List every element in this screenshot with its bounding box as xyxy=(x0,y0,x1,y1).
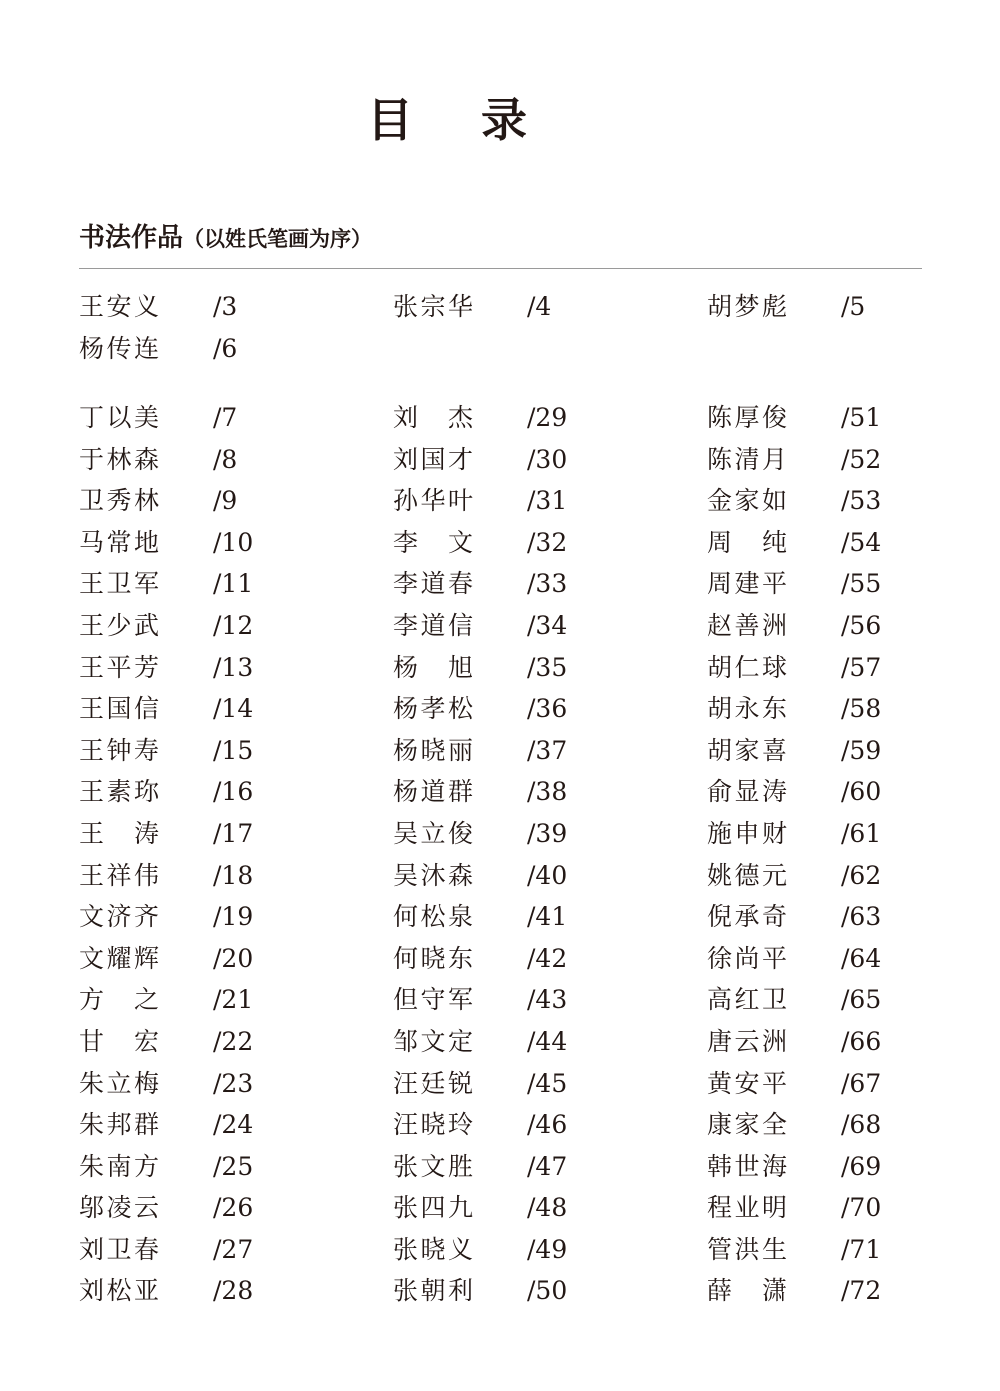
page-number: /15 xyxy=(213,735,254,765)
page-number: /13 xyxy=(213,652,254,682)
page-number: /37 xyxy=(527,735,568,765)
page-number: /64 xyxy=(841,943,882,973)
toc-entry[interactable] xyxy=(393,397,568,439)
page-number: /42 xyxy=(527,943,568,973)
toc-entry[interactable] xyxy=(79,813,254,855)
toc-entry[interactable] xyxy=(393,855,568,897)
author-name: 周 纯 xyxy=(707,527,787,557)
page-number: /29 xyxy=(527,403,568,432)
page-number: /39 xyxy=(527,818,568,848)
author-name: 杨传连 xyxy=(79,333,159,363)
page-number: /23 xyxy=(213,1068,254,1098)
page-number: /66 xyxy=(841,1026,882,1056)
toc-entry[interactable] xyxy=(707,439,882,481)
toc-entry[interactable] xyxy=(707,286,866,328)
toc-entry[interactable] xyxy=(707,730,882,772)
author-name: 李道信 xyxy=(393,610,473,640)
author-name: 倪承奇 xyxy=(707,902,787,932)
author-name: 孙华叶 xyxy=(393,486,473,516)
section-divider xyxy=(79,268,922,269)
toc-row xyxy=(79,896,979,938)
author-name: 邬凌云 xyxy=(79,1193,159,1223)
page-number: /8 xyxy=(213,444,238,474)
page-number: /41 xyxy=(527,902,568,932)
page-number: /38 xyxy=(527,777,568,807)
toc-row xyxy=(79,813,979,855)
page-number: /57 xyxy=(841,652,882,682)
toc-entry[interactable] xyxy=(79,1270,254,1312)
toc-entry[interactable] xyxy=(707,771,882,813)
page-number: /54 xyxy=(841,527,882,557)
page-number: /48 xyxy=(527,1193,568,1223)
toc-entry[interactable] xyxy=(393,1187,568,1229)
page-number: /51 xyxy=(841,403,882,432)
author-name: 吴沐森 xyxy=(393,860,473,890)
toc-entry[interactable] xyxy=(79,938,254,980)
author-name: 何松泉 xyxy=(393,902,473,932)
page-number: /20 xyxy=(213,943,254,973)
toc-entry[interactable] xyxy=(707,1229,882,1271)
toc-entry[interactable] xyxy=(393,688,568,730)
author-name: 胡永东 xyxy=(707,694,787,724)
author-name: 张四九 xyxy=(393,1193,473,1223)
page-number: /33 xyxy=(527,569,568,599)
page-number: /55 xyxy=(841,569,882,599)
author-name: 杨晓丽 xyxy=(393,735,473,765)
page-number: /69 xyxy=(841,1151,882,1181)
toc-entry[interactable] xyxy=(393,563,568,605)
author-name: 汪晓玲 xyxy=(393,1110,473,1140)
toc-entry[interactable] xyxy=(79,647,254,689)
author-name: 丁以美 xyxy=(79,403,159,432)
page-number: /9 xyxy=(213,486,238,516)
author-name: 刘卫春 xyxy=(79,1234,159,1264)
toc-entry[interactable] xyxy=(707,688,882,730)
author-name: 唐云洲 xyxy=(707,1026,787,1056)
author-name: 李道春 xyxy=(393,569,473,599)
page-number: /34 xyxy=(527,610,568,640)
author-name: 金家如 xyxy=(707,486,787,516)
toc-entry[interactable] xyxy=(393,979,568,1021)
toc-row xyxy=(79,1229,979,1271)
toc-entry[interactable] xyxy=(707,938,882,980)
author-name: 吴立俊 xyxy=(393,818,473,848)
page-number: /72 xyxy=(841,1276,882,1306)
author-name: 俞显涛 xyxy=(707,777,787,807)
page-number: /70 xyxy=(841,1193,882,1223)
author-name: 陈清月 xyxy=(707,444,787,474)
author-name: 王安义 xyxy=(79,292,159,321)
toc-entry[interactable] xyxy=(707,979,882,1021)
page-number: /11 xyxy=(213,569,254,599)
author-name: 王钟寿 xyxy=(79,735,159,765)
toc-row xyxy=(79,771,979,813)
toc-entry[interactable] xyxy=(707,563,882,605)
page-number: /43 xyxy=(527,985,568,1015)
toc-entry[interactable] xyxy=(79,1187,254,1229)
toc-entry[interactable] xyxy=(393,896,568,938)
page-number: /56 xyxy=(841,610,882,640)
author-name: 张朝利 xyxy=(393,1276,473,1306)
author-name: 王祥伟 xyxy=(79,860,159,890)
toc-row xyxy=(79,647,979,689)
author-name: 赵善洲 xyxy=(707,610,787,640)
author-name: 王平芳 xyxy=(79,652,159,682)
author-name: 徐尚平 xyxy=(707,943,787,973)
toc-entry[interactable] xyxy=(393,522,568,564)
toc-row xyxy=(79,522,979,564)
author-name: 马常地 xyxy=(79,527,159,557)
author-name: 黄安平 xyxy=(707,1068,787,1098)
toc-entry[interactable] xyxy=(79,855,254,897)
page-number: /46 xyxy=(527,1110,568,1140)
toc-entry[interactable] xyxy=(393,480,568,522)
toc-entry[interactable] xyxy=(707,813,882,855)
page-number: /26 xyxy=(213,1193,254,1223)
toc-row xyxy=(79,286,979,328)
toc-entry[interactable] xyxy=(707,1063,882,1105)
toc-group-main xyxy=(79,397,979,1312)
author-name: 韩世海 xyxy=(707,1151,787,1181)
author-name: 但守军 xyxy=(393,985,473,1015)
toc-entry[interactable] xyxy=(393,771,568,813)
toc-row xyxy=(79,688,979,730)
toc-row xyxy=(79,1270,979,1312)
page-number: /7 xyxy=(213,403,238,432)
author-name: 刘 杰 xyxy=(393,403,473,432)
toc-row xyxy=(79,855,979,897)
author-name: 邹文定 xyxy=(393,1026,473,1056)
author-name: 薛 潇 xyxy=(707,1276,787,1306)
toc-entry[interactable] xyxy=(393,1063,568,1105)
author-name: 方 之 xyxy=(79,985,159,1015)
toc-entry[interactable] xyxy=(393,647,568,689)
toc-entry[interactable] xyxy=(79,439,238,481)
author-name: 文耀辉 xyxy=(79,943,159,973)
toc-row xyxy=(79,938,979,980)
author-name: 卫秀林 xyxy=(79,486,159,516)
section-heading xyxy=(79,218,372,261)
author-name: 张晓义 xyxy=(393,1234,473,1264)
toc-entry[interactable] xyxy=(79,480,238,522)
toc-entry[interactable] xyxy=(79,328,238,370)
toc-row xyxy=(79,1146,979,1188)
toc-row xyxy=(79,605,979,647)
toc-row xyxy=(79,730,979,772)
page-number: /49 xyxy=(527,1234,568,1264)
author-name: 于林森 xyxy=(79,444,159,474)
author-name: 汪廷锐 xyxy=(393,1068,473,1098)
author-name: 李 文 xyxy=(393,527,473,557)
author-name: 王国信 xyxy=(79,694,159,724)
page-number: /17 xyxy=(213,818,254,848)
page-number: /14 xyxy=(213,694,254,724)
page-number: /35 xyxy=(527,652,568,682)
toc-entry[interactable] xyxy=(393,1021,568,1063)
author-name: 甘 宏 xyxy=(79,1026,159,1056)
toc-entry[interactable] xyxy=(79,1063,254,1105)
toc-group-featured xyxy=(79,286,979,369)
author-name: 杨 旭 xyxy=(393,652,473,682)
toc-row xyxy=(79,328,979,370)
author-name: 杨道群 xyxy=(393,777,473,807)
author-name: 王少武 xyxy=(79,610,159,640)
page-number: /25 xyxy=(213,1151,254,1181)
toc-entry[interactable] xyxy=(393,1229,568,1271)
page-number: /19 xyxy=(213,902,254,932)
page-number: /53 xyxy=(841,486,882,516)
toc-entry[interactable] xyxy=(79,979,254,1021)
toc-entry[interactable] xyxy=(79,896,254,938)
toc-entry[interactable] xyxy=(707,1021,882,1063)
toc-entry[interactable] xyxy=(393,1104,568,1146)
toc-row xyxy=(79,1021,979,1063)
toc-entry[interactable] xyxy=(393,1270,568,1312)
toc-entry[interactable] xyxy=(79,522,254,564)
page-number: /40 xyxy=(527,860,568,890)
page-number: /21 xyxy=(213,985,254,1015)
page-number: /6 xyxy=(213,333,238,363)
page-number: /12 xyxy=(213,610,254,640)
toc-entry[interactable] xyxy=(79,563,254,605)
author-name: 胡家喜 xyxy=(707,735,787,765)
author-name: 何晓东 xyxy=(393,943,473,973)
page-number: /65 xyxy=(841,985,882,1015)
author-name: 管洪生 xyxy=(707,1234,787,1264)
author-name: 程业明 xyxy=(707,1193,787,1223)
toc-entry[interactable] xyxy=(79,1021,254,1063)
page-number: /32 xyxy=(527,527,568,557)
page-number: /5 xyxy=(841,292,866,321)
author-name: 胡梦彪 xyxy=(707,292,787,321)
toc-entry[interactable] xyxy=(393,286,552,328)
toc-entry[interactable] xyxy=(79,286,238,328)
page-number: /62 xyxy=(841,860,882,890)
page-number: /10 xyxy=(213,527,254,557)
author-name: 朱邦群 xyxy=(79,1110,159,1140)
author-name: 刘国才 xyxy=(393,444,473,474)
toc-entry[interactable] xyxy=(79,771,254,813)
toc-entry[interactable] xyxy=(707,1187,882,1229)
page-number: /18 xyxy=(213,860,254,890)
toc-entry[interactable] xyxy=(393,813,568,855)
toc-entry[interactable] xyxy=(393,439,568,481)
toc-entry[interactable] xyxy=(707,1270,882,1312)
author-name: 王卫军 xyxy=(79,569,159,599)
author-name: 文济齐 xyxy=(79,902,159,932)
toc-entry[interactable] xyxy=(79,730,254,772)
toc-row xyxy=(79,480,979,522)
toc-row xyxy=(79,1063,979,1105)
author-name: 陈厚俊 xyxy=(707,403,787,432)
toc-row xyxy=(79,1187,979,1229)
toc-entry[interactable] xyxy=(707,605,882,647)
toc-entry[interactable] xyxy=(707,896,882,938)
toc-entry[interactable] xyxy=(79,688,254,730)
page-number: /24 xyxy=(213,1110,254,1140)
toc-entry[interactable] xyxy=(393,1146,568,1188)
author-name: 杨孝松 xyxy=(393,694,473,724)
author-name: 高红卫 xyxy=(707,985,787,1015)
toc-entry[interactable] xyxy=(393,605,568,647)
page-number: /67 xyxy=(841,1068,882,1098)
toc-entry[interactable] xyxy=(393,938,568,980)
author-name: 胡仁球 xyxy=(707,652,787,682)
page-number: /59 xyxy=(841,735,882,765)
toc-entry[interactable] xyxy=(707,522,882,564)
page-number: /63 xyxy=(841,902,882,932)
page-number: /30 xyxy=(527,444,568,474)
page-number: /44 xyxy=(527,1026,568,1056)
author-name: 姚德元 xyxy=(707,860,787,890)
section-note: （以姓氏笔画为序） xyxy=(183,226,373,251)
toc-entry[interactable] xyxy=(79,1146,254,1188)
toc-entry[interactable] xyxy=(79,1104,254,1146)
page-number: /68 xyxy=(841,1110,882,1140)
toc-row xyxy=(79,1104,979,1146)
toc-entry[interactable] xyxy=(707,647,882,689)
author-name: 朱南方 xyxy=(79,1151,159,1181)
toc-entry[interactable] xyxy=(393,730,568,772)
page-number: /3 xyxy=(213,292,238,321)
author-name: 周建平 xyxy=(707,569,787,599)
toc-entry[interactable] xyxy=(707,397,882,439)
toc-entry[interactable] xyxy=(707,480,882,522)
toc-entry[interactable] xyxy=(707,855,882,897)
page-title: 目 录 xyxy=(366,93,553,147)
page-number: /28 xyxy=(213,1276,254,1306)
section-title: 书法作品 xyxy=(79,223,184,253)
author-name: 刘松亚 xyxy=(79,1276,159,1306)
toc-entry[interactable] xyxy=(79,397,238,439)
page-number: /45 xyxy=(527,1068,568,1098)
page-number: /58 xyxy=(841,694,882,724)
page-number: /4 xyxy=(527,292,552,321)
page-number: /22 xyxy=(213,1026,254,1056)
toc-row xyxy=(79,563,979,605)
author-name: 张文胜 xyxy=(393,1151,473,1181)
page-number: /16 xyxy=(213,777,254,807)
page-number: /52 xyxy=(841,444,882,474)
page-number: /47 xyxy=(527,1151,568,1181)
author-name: 王素珎 xyxy=(79,777,159,807)
page-number: /27 xyxy=(213,1234,254,1264)
toc-entry[interactable] xyxy=(79,1229,254,1271)
toc-entry[interactable] xyxy=(707,1104,882,1146)
author-name: 王 涛 xyxy=(79,818,159,848)
page-number: /50 xyxy=(527,1276,568,1306)
page-number: /36 xyxy=(527,694,568,724)
author-name: 康家全 xyxy=(707,1110,787,1140)
page-number: /71 xyxy=(841,1234,882,1264)
author-name: 张宗华 xyxy=(393,292,473,321)
author-name: 施申财 xyxy=(707,818,787,848)
author-name: 朱立梅 xyxy=(79,1068,159,1098)
toc-entry[interactable] xyxy=(79,605,254,647)
toc-entry[interactable] xyxy=(707,1146,882,1188)
page-number: /60 xyxy=(841,777,882,807)
toc-row xyxy=(79,397,979,439)
page-number: /61 xyxy=(841,818,882,848)
toc-row xyxy=(79,979,979,1021)
toc-row xyxy=(79,439,979,481)
page-number: /31 xyxy=(527,486,568,516)
